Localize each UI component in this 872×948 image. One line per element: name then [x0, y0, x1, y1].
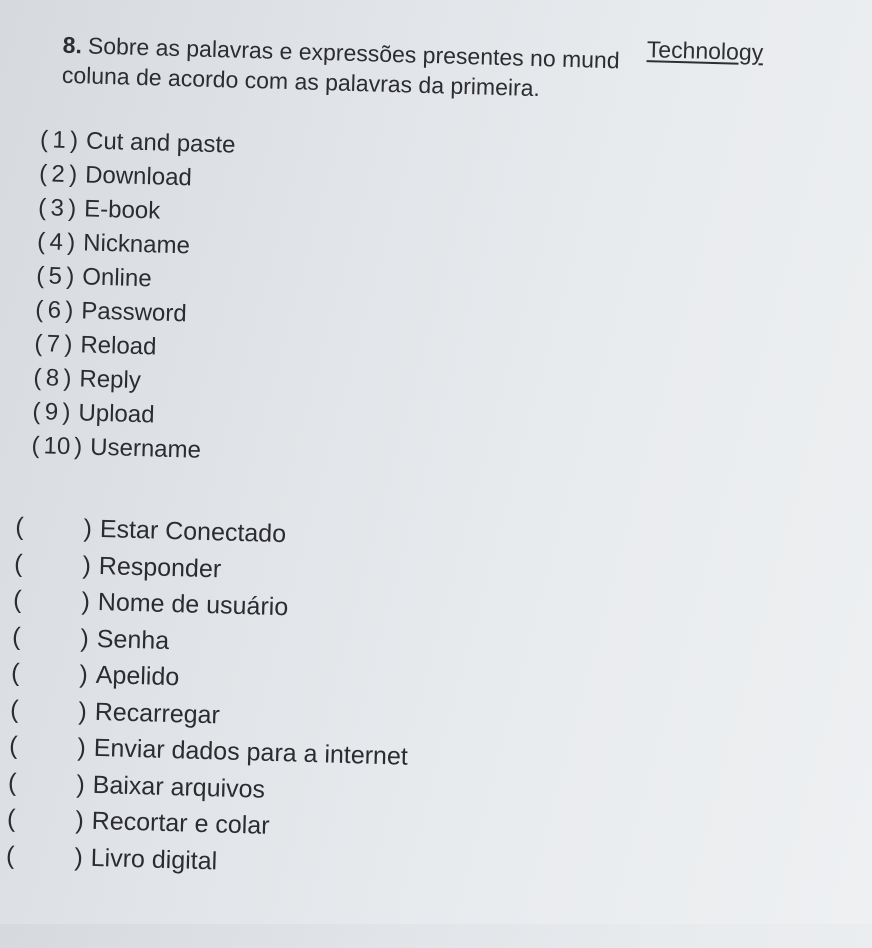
column-a-item: ( 4 ) Nickname: [37, 225, 233, 264]
item-number: 3: [50, 194, 65, 222]
item-term: Password: [80, 297, 188, 328]
column-a-item: ( 3 ) E-book: [38, 191, 234, 230]
column-a-item: ( 6 ) Password: [35, 293, 231, 332]
column-a-item: ( 2 ) Download: [39, 157, 235, 196]
column-b-item: ( ) Nome de usuário: [12, 585, 289, 622]
item-number: 4: [49, 228, 64, 256]
answer-blank[interactable]: [17, 754, 77, 756]
item-term: Cut and paste: [85, 127, 236, 159]
column-a-item: ( 8 ) Reply: [33, 361, 229, 400]
column-b-item: ( ) Recortar e colar: [6, 804, 270, 840]
answer-blank[interactable]: [19, 681, 79, 683]
item-term: Reload: [80, 331, 157, 361]
answer-blank[interactable]: [16, 790, 76, 792]
answer-blank[interactable]: [15, 827, 75, 829]
answer-blank[interactable]: [14, 863, 74, 865]
answer-blank[interactable]: [22, 571, 82, 573]
subject-header: Technology: [646, 36, 764, 66]
item-definition: Nome de usuário: [97, 587, 289, 622]
column-a-item: ( 1 ) Cut and paste: [40, 123, 236, 162]
item-definition: Estar Conectado: [99, 515, 287, 549]
item-number: 7: [46, 330, 61, 358]
column-b-item: ( ) Responder: [13, 549, 222, 583]
item-term: Username: [89, 433, 202, 464]
column-a-item: ( 5 ) Online: [36, 259, 232, 298]
answer-blank[interactable]: [18, 717, 78, 719]
column-b-item: ( ) Baixar arquivos: [7, 768, 266, 804]
question-text-line-1: Sobre as palavras e expressões presentes no mund: [87, 32, 620, 74]
column-b-list: [6, 509, 415, 885]
question-number: 8.: [62, 31, 83, 59]
question-text-line-2: coluna de acordo com as palavras da primeira.: [61, 61, 541, 102]
item-number: 5: [48, 262, 63, 290]
answer-blank[interactable]: [23, 535, 83, 537]
column-b-item: ( ) Senha: [11, 622, 170, 655]
column-a-item: ( 7 ) Reload: [34, 327, 230, 366]
item-definition: Recarregar: [94, 697, 221, 729]
item-definition: Enviar dados para a internet: [93, 733, 409, 771]
item-term: Reply: [79, 365, 142, 395]
item-definition: Recortar e colar: [91, 806, 270, 840]
item-term: Download: [84, 161, 193, 192]
item-number: 9: [44, 398, 59, 426]
column-a-item: ( 9 ) Upload: [32, 395, 228, 434]
item-number: 8: [45, 364, 60, 392]
item-definition: Senha: [96, 624, 170, 655]
item-term: Upload: [78, 399, 155, 429]
column-b-item: ( ) Enviar dados para a internet: [8, 731, 409, 771]
item-number: 6: [47, 296, 62, 324]
item-term: Online: [81, 263, 153, 293]
answer-blank[interactable]: [21, 608, 81, 610]
item-number: 2: [51, 160, 66, 188]
column-a-item: ( 10 ) Username: [31, 429, 227, 468]
answer-blank[interactable]: [20, 644, 80, 646]
column-b-item: ( ) Apelido: [10, 658, 180, 692]
item-term: E-book: [83, 195, 161, 225]
item-definition: Baixar arquivos: [92, 770, 266, 804]
item-definition: Apelido: [95, 660, 180, 692]
item-number: 1: [52, 126, 67, 154]
item-number: 10: [43, 432, 71, 461]
column-b-item: ( ) Recarregar: [9, 695, 221, 729]
column-a-list: [31, 123, 236, 468]
item-definition: Livro digital: [90, 843, 218, 875]
item-definition: Responder: [98, 551, 222, 583]
item-term: Nickname: [82, 229, 191, 260]
column-b-item: ( ) Estar Conectado: [14, 512, 287, 549]
column-b-item: ( ) Livro digital: [5, 841, 218, 875]
